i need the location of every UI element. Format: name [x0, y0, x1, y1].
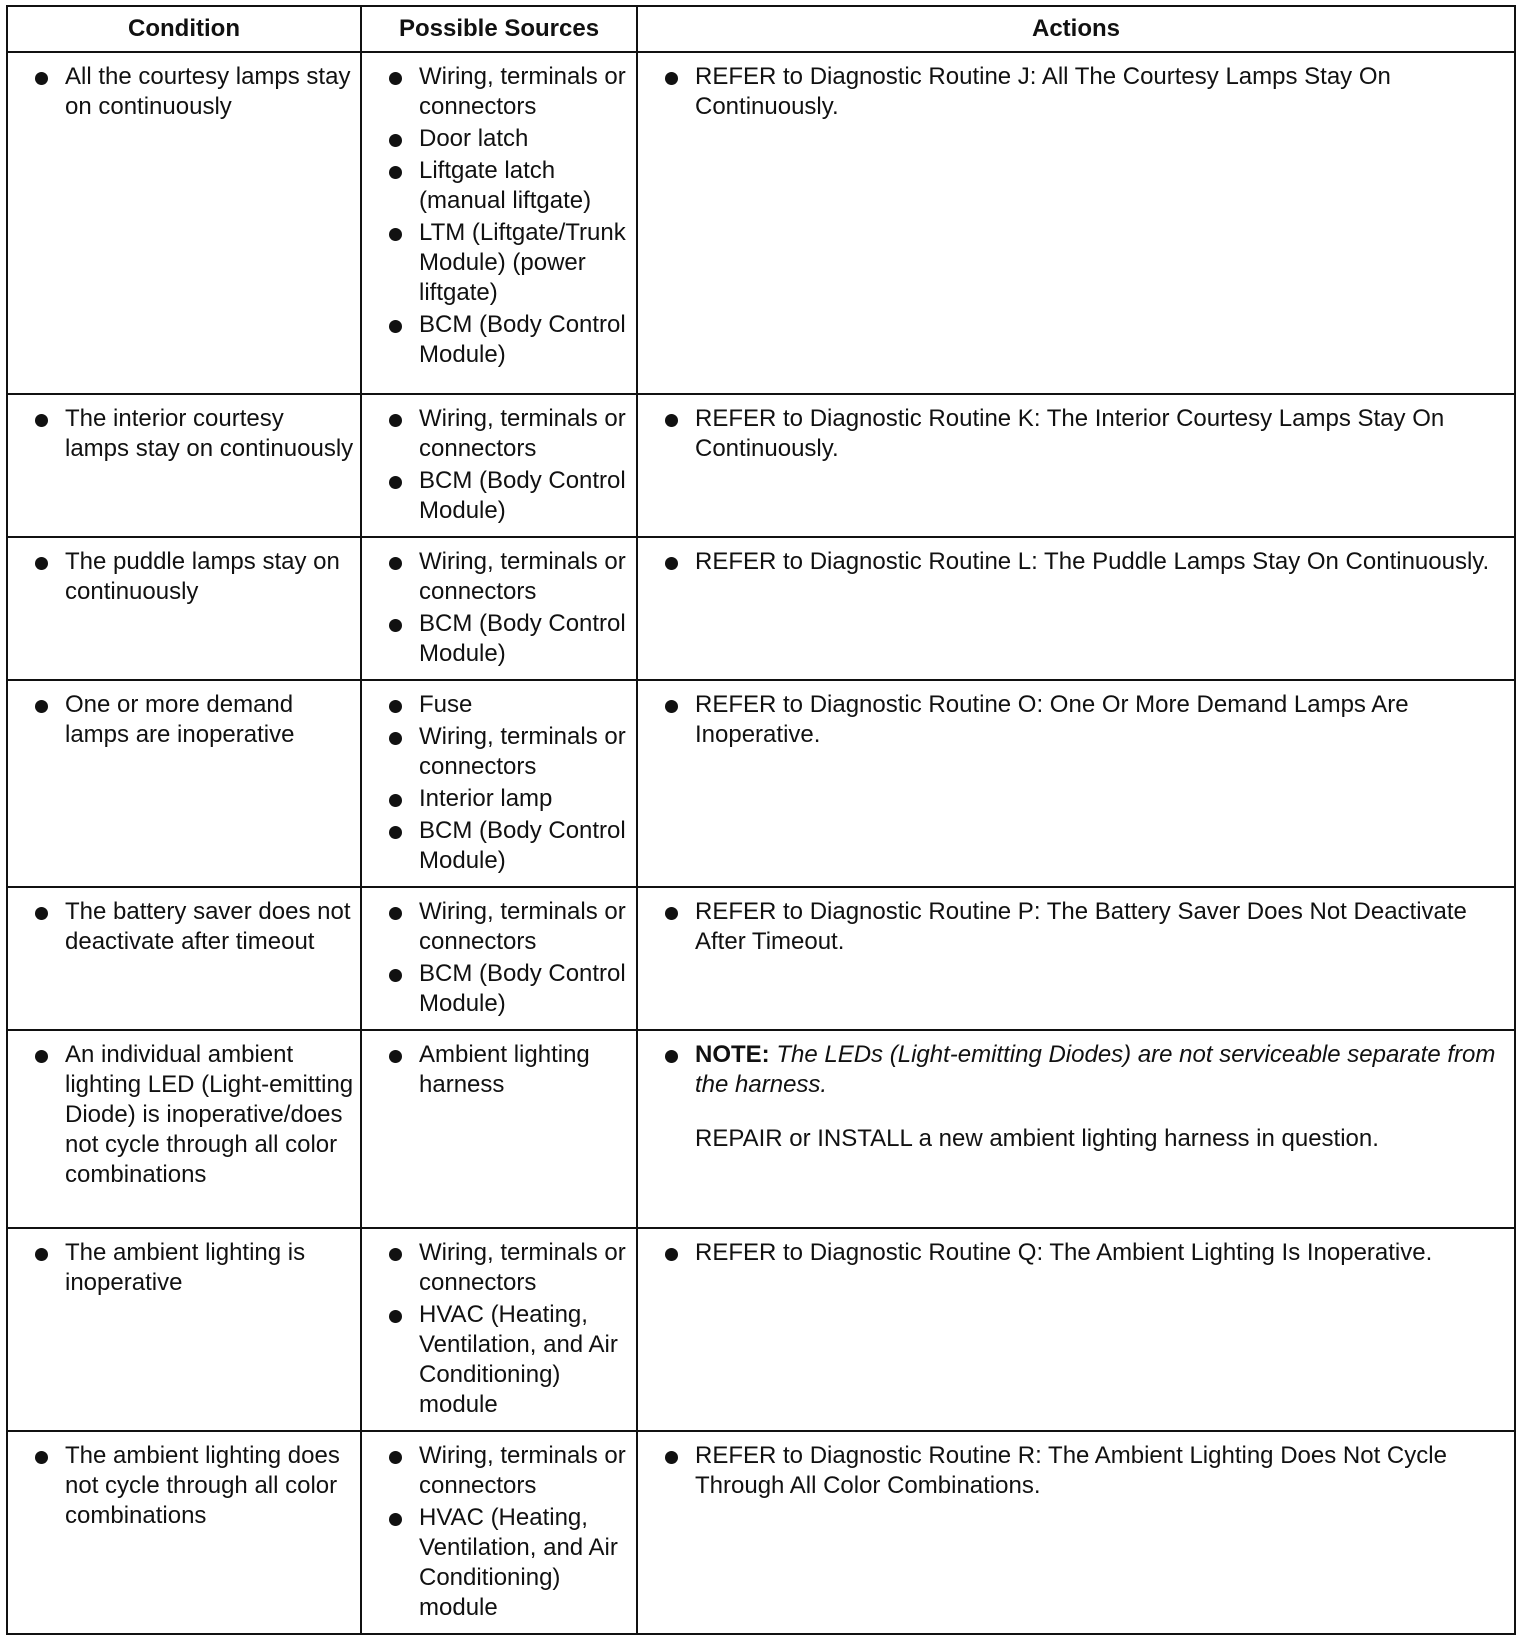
source-item: Door latch: [362, 124, 630, 154]
source-item: HVAC (Heating, Ventilation, and Air Conditioning) module: [362, 1503, 630, 1623]
source-item: Wiring, terminals or connectors: [362, 897, 630, 957]
header-row: [7, 6, 1515, 52]
table-row: [7, 887, 1515, 1030]
condition-text: The ambient lighting is inoperative: [8, 1238, 354, 1298]
source-item: Wiring, terminals or connectors: [362, 722, 630, 782]
condition-text: One or more demand lamps are inoperative: [8, 690, 354, 750]
table-row: [7, 52, 1515, 394]
condition-cell: [7, 1228, 361, 1431]
action-cell: [637, 1228, 1515, 1431]
condition-cell: [7, 887, 361, 1030]
source-item: Ambient lighting harness: [362, 1040, 630, 1100]
table-row: [7, 680, 1515, 887]
source-item: Wiring, terminals or connectors: [362, 404, 630, 464]
action-cell: [637, 537, 1515, 680]
sources-cell: [361, 394, 637, 537]
source-item: Liftgate latch (manual liftgate): [362, 156, 630, 216]
action-text: REFER to Diagnostic Routine Q: The Ambient Lighting Is Inoperative.: [638, 1238, 1508, 1268]
table-row: [7, 1431, 1515, 1634]
source-item: Interior lamp: [362, 784, 630, 814]
source-item: LTM (Liftgate/Trunk Module) (power liftgate): [362, 218, 630, 308]
table-row: [7, 394, 1515, 537]
condition-text: The interior courtesy lamps stay on continuously: [8, 404, 354, 464]
source-item: Wiring, terminals or connectors: [362, 547, 630, 607]
sources-cell: [361, 52, 637, 394]
table-row: [7, 1228, 1515, 1431]
table-row: [7, 1030, 1515, 1228]
note-label: NOTE:: [695, 1041, 770, 1068]
action-text: REFER to Diagnostic Routine P: The Battery Saver Does Not Deactivate After Timeout.: [638, 897, 1508, 957]
condition-cell: [7, 394, 361, 537]
condition-cell: [7, 537, 361, 680]
condition-text: An individual ambient lighting LED (Light-emitting Diode) is inoperative/does not cycle through all color combinations: [8, 1040, 354, 1190]
condition-cell: [7, 680, 361, 887]
sources-cell: [361, 1228, 637, 1431]
source-item: Wiring, terminals or connectors: [362, 62, 630, 122]
condition-text: The puddle lamps stay on continuously: [8, 547, 354, 607]
header-actions: Actions: [637, 6, 1515, 52]
source-item: BCM (Body Control Module): [362, 609, 630, 669]
sources-cell: [361, 1030, 637, 1228]
source-item: HVAC (Heating, Ventilation, and Air Conditioning) module: [362, 1300, 630, 1420]
source-item: BCM (Body Control Module): [362, 816, 630, 876]
condition-text: All the courtesy lamps stay on continuously: [8, 62, 354, 122]
action-text: REFER to Diagnostic Routine K: The Interior Courtesy Lamps Stay On Continuously.: [638, 404, 1508, 464]
condition-cell: [7, 52, 361, 394]
action-text: REFER to Diagnostic Routine L: The Puddle Lamps Stay On Continuously.: [638, 547, 1508, 577]
sources-cell: [361, 887, 637, 1030]
action-text: REFER to Diagnostic Routine J: All The Courtesy Lamps Stay On Continuously.: [638, 62, 1508, 122]
action-cell: [637, 394, 1515, 537]
action-cell: [637, 680, 1515, 887]
action-cell: [637, 887, 1515, 1030]
sources-cell: [361, 1431, 637, 1634]
source-item: BCM (Body Control Module): [362, 466, 630, 526]
table-row: [7, 537, 1515, 680]
action-cell: [637, 52, 1515, 394]
header-possible-sources: Possible Sources: [361, 6, 637, 52]
diagnostic-table: [6, 5, 1516, 1635]
condition-cell: [7, 1431, 361, 1634]
action-cell: [637, 1030, 1515, 1228]
note-text: The LEDs (Light-emitting Diodes) are not serviceable separate from the harness.: [695, 1041, 1496, 1098]
condition-text: The battery saver does not deactivate after timeout: [8, 897, 354, 957]
source-item: Wiring, terminals or connectors: [362, 1441, 630, 1501]
source-item: BCM (Body Control Module): [362, 310, 630, 370]
source-item: Wiring, terminals or connectors: [362, 1238, 630, 1298]
condition-text: The ambient lighting does not cycle through all color combinations: [8, 1441, 354, 1531]
sources-cell: [361, 680, 637, 887]
sources-cell: [361, 537, 637, 680]
source-item: Fuse: [362, 690, 630, 720]
source-item: BCM (Body Control Module): [362, 959, 630, 1019]
action-note: [638, 1040, 1508, 1154]
action-text: REPAIR or INSTALL a new ambient lighting harness in question.: [695, 1125, 1379, 1152]
action-text: REFER to Diagnostic Routine R: The Ambient Lighting Does Not Cycle Through All Color Combinations.: [638, 1441, 1508, 1501]
header-condition: Condition: [7, 6, 361, 52]
action-text: REFER to Diagnostic Routine O: One Or More Demand Lamps Are Inoperative.: [638, 690, 1508, 750]
condition-cell: [7, 1030, 361, 1228]
action-cell: [637, 1431, 1515, 1634]
